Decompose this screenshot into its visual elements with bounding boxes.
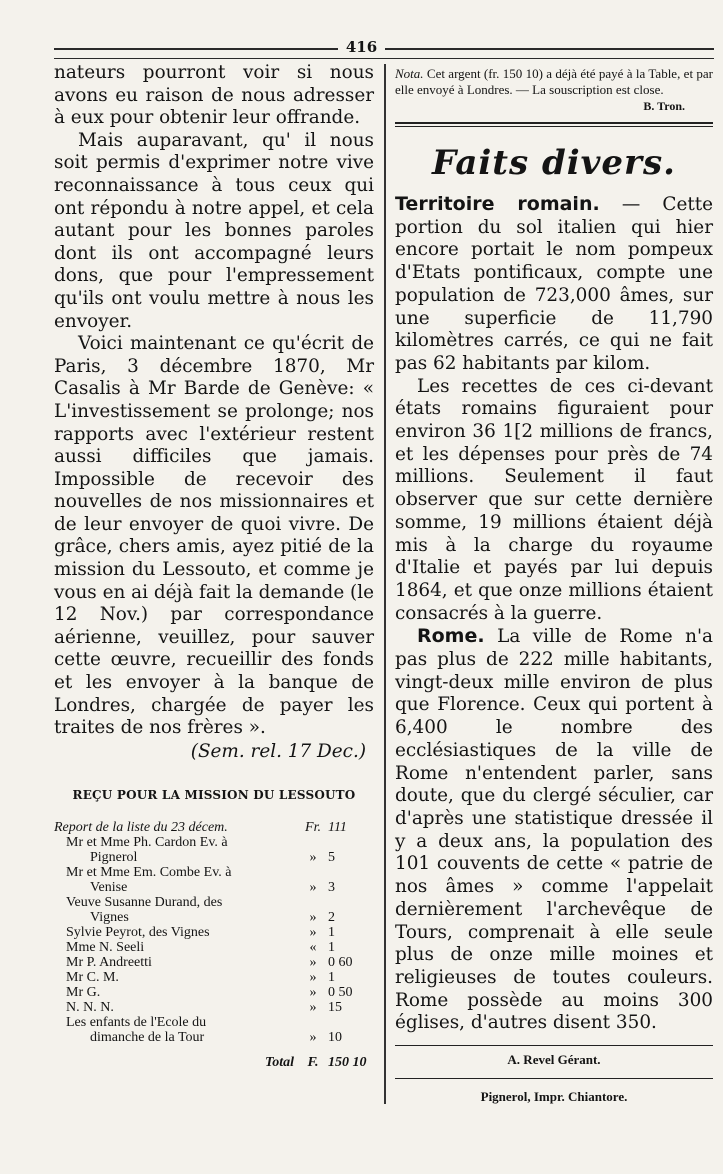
- total-amount: 150 10: [328, 1054, 367, 1070]
- donation-row: [54, 1000, 374, 1015]
- ditto-mark: »: [309, 909, 317, 925]
- total-label: Total: [264, 1054, 294, 1070]
- donation-row-continuation: [54, 880, 374, 895]
- left-paragraph-1: nateurs pourront voir si nous avons eu raison de nous adresser à eux pour obtenir leur offrande.: [54, 62, 374, 129]
- donor-name: N. N. N.: [66, 999, 114, 1015]
- article-rome-lead: Rome.: [417, 625, 485, 648]
- donation-row: [54, 865, 374, 880]
- donor-name: Report de la liste du 23 décem.: [54, 819, 228, 835]
- donation-row-continuation: [54, 1030, 374, 1045]
- article-territoire-lead: Territoire romain.: [395, 193, 600, 215]
- donor-name: Mr C. M.: [66, 969, 119, 985]
- donor-name: Mr et Mme Em. Combe Ev. à: [66, 864, 232, 880]
- article-rome-text: La ville de Rome n'a pas plus de 222 mille habitants, vingt-deux mille environ de plus que Florence. Ceux qui portent à 6,400 le nombre des ecclésiastiques de la ville de Rome n'entendent parler, sans doute, que du clergé séculier, car d'après une statistique dressée il y a deux ans, la population des 101 couvents de cette « patrie de nos âmes » comme l'appelait dernièrement l'archevêque de Tours, comprenait à elle seule plus de onze mille moines et religieuses de toutes couleurs. Rome possède au moins 300 églises, d'autres disent 350.: [395, 626, 713, 1034]
- footer-rule-2: [395, 1078, 713, 1079]
- ditto-mark: »: [309, 969, 317, 985]
- column-divider: [384, 64, 386, 1104]
- donor-name-continuation: Venise: [90, 879, 128, 895]
- donation-amount: 3: [328, 879, 335, 895]
- ditto-mark: »: [309, 1029, 317, 1045]
- left-paragraph-2: Mais auparavant, qu' il nous soit permis d'exprimer notre vive reconnaissance à tous ceux qui ont répondu à notre appel, et cela autant pour les bonnes paroles dont ils ont accompagné leurs dons, que pour l'empressement qu'ils ont voulu mettre à nous les envoyer.: [54, 129, 374, 332]
- donation-amount: 1: [328, 924, 335, 940]
- article-rome: [395, 625, 713, 1035]
- article-recettes: Les recettes de ces ci-devant états romains figuraient pour environ 36 1[2 millions de francs, et les dépenses pour près de 74 millions. Seulement il faut observer que sur cette dernière somme, 19 millions étaient déjà mis à la charge du royaume d'Italie et payés par lui depuis 1864, et que onze millions étaient consacrés à la guerre.: [395, 375, 713, 624]
- page-number-text: 416: [338, 38, 385, 56]
- donor-name: Mme N. Seeli: [66, 939, 145, 955]
- footer-rule: [395, 1045, 713, 1046]
- total-mark: F.: [307, 1054, 319, 1070]
- donation-table: [54, 820, 374, 1070]
- left-column: [54, 62, 374, 1070]
- ditto-mark: «: [309, 939, 317, 955]
- donor-name: Mr et Mme Ph. Cardon Ev. à: [66, 834, 228, 850]
- nota-signature: B. Tron.: [643, 99, 685, 113]
- donation-amount: 10: [328, 1029, 342, 1045]
- right-column: [395, 66, 713, 1105]
- header-rule-bottom: [54, 58, 714, 59]
- donation-row: [54, 940, 374, 955]
- nota-text: Cet argent (fr. 150 10) a déjà été payé à la Table, et par elle envoyé à Londres. — La souscription est close.: [395, 66, 713, 97]
- donation-row-continuation: [54, 910, 374, 925]
- nota-label: Nota.: [395, 66, 424, 81]
- donation-row: [54, 835, 374, 850]
- printer-imprint: Pignerol, Impr. Chiantore.: [480, 1089, 628, 1105]
- source-citation: (Sem. rel. 17 Dec.): [190, 740, 366, 762]
- ditto-mark: »: [309, 954, 317, 970]
- donation-row: [54, 895, 374, 910]
- ditto-mark: »: [309, 879, 317, 895]
- donor-name: Veuve Susanne Durand, des: [66, 894, 223, 910]
- donation-row: [54, 1015, 374, 1030]
- ditto-mark: »: [309, 924, 317, 940]
- donation-list-title: REÇU POUR LA MISSION DU LESSOUTO: [72, 787, 356, 802]
- donation-total-row: [54, 1045, 374, 1070]
- left-paragraph-3: Voici maintenant ce qu'écrit de Paris, 3 décembre 1870, Mr Casalis à Mr Barde de Genève: « L'investissement se prolonge; nos rapports avec l'extérieur restent aussi difficiles que jamais. Impossible de recevoir des nouvelles de nos missionnaires et de leur envoyer de quoi vivre. De grâce, chers amis, ayez pitié de la mission du Lessouto, et comme je vous en ai déjà fait la demande (le 12 Nov.) par correspondance aérienne, veuillez, pour sauver cette œuvre, recueillir des fonds et les envoyer à la banque de Londres, chargée de payer les traites de nos frères ».: [54, 333, 374, 739]
- donation-amount: 5: [328, 849, 335, 865]
- article-territoire-text: — Cette portion du sol italien qui hier encore portait le nom pompeux d'Etats pontificaux, compte une population de 723,000 âmes, sur une superficie de 11,790 kilomètres carrés, ce qui ne fait pas 62 habitants par kilom.: [395, 194, 713, 374]
- donor-name-continuation: Vignes: [90, 909, 129, 925]
- ditto-mark: »: [309, 849, 317, 865]
- donation-row: [54, 985, 374, 1000]
- section-heading: Faits divers.: [432, 143, 676, 183]
- donation-row: [54, 925, 374, 940]
- donation-amount: 1: [328, 969, 335, 985]
- donation-amount: 2: [328, 909, 335, 925]
- donor-name-continuation: dimanche de la Tour: [90, 1029, 205, 1045]
- donor-name-continuation: Pignerol: [90, 849, 138, 865]
- donor-name: Les enfants de l'Ecole du: [66, 1014, 207, 1030]
- section-double-rule: [395, 122, 713, 127]
- donation-row: [54, 970, 374, 985]
- donation-row: [54, 820, 374, 835]
- donor-name: Mr G.: [66, 984, 101, 1000]
- donation-amount: 15: [328, 999, 342, 1015]
- donation-row: [54, 955, 374, 970]
- donation-row-continuation: [54, 850, 374, 865]
- donor-name: Mr P. Andreetti: [66, 954, 152, 970]
- donation-amount: 1: [328, 939, 335, 955]
- donor-name: Sylvie Peyrot, des Vignes: [66, 924, 210, 940]
- donation-amount: 0 60: [328, 954, 353, 970]
- nota-block: [395, 66, 713, 98]
- ditto-mark: »: [309, 999, 317, 1015]
- donation-amount: 111: [328, 819, 347, 835]
- ditto-mark: Fr.: [305, 819, 321, 835]
- page-number: [0, 38, 723, 56]
- donation-amount: 0 50: [328, 984, 353, 1000]
- article-territoire: [395, 193, 713, 376]
- ditto-mark: »: [309, 984, 317, 1000]
- gerant-signature: A. Revel Gérant.: [507, 1052, 601, 1068]
